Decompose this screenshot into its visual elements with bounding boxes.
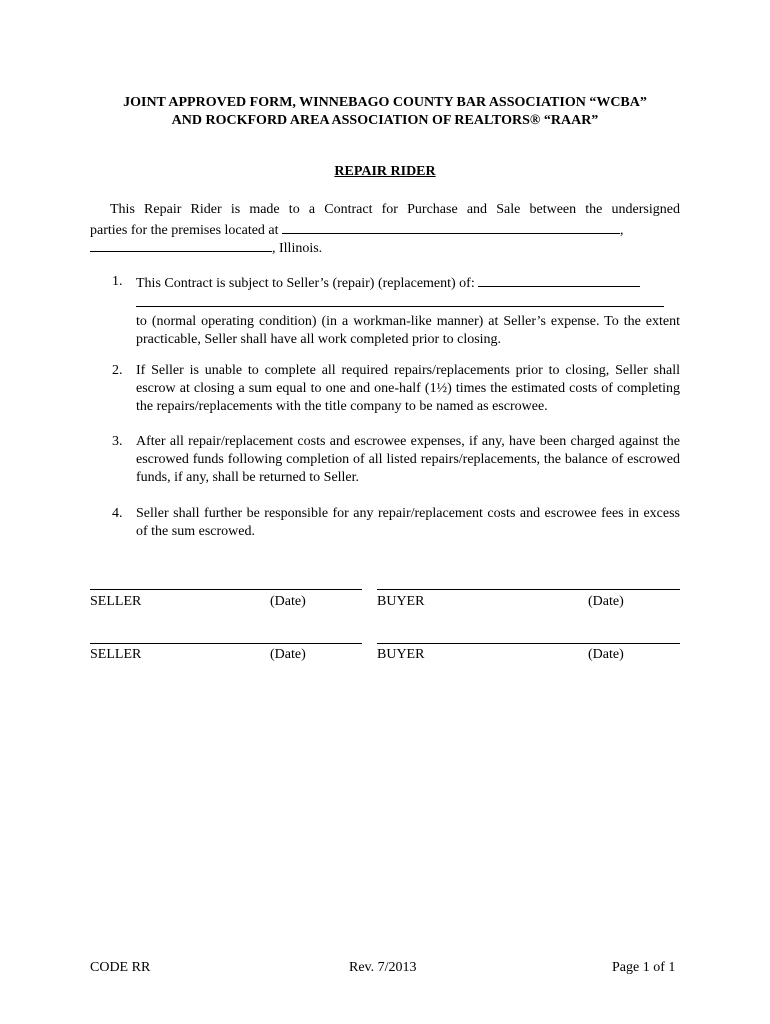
item-number: 2. <box>112 363 123 378</box>
buyer-signature-line-1[interactable] <box>377 589 680 590</box>
intro-line-2 <box>90 220 624 240</box>
premises-address-blank[interactable] <box>282 220 620 234</box>
buyer-date-label-1: (Date) <box>588 594 624 609</box>
illinois-label: , Illinois. <box>272 241 323 256</box>
item-text: If Seller is unable to complete all required repairs/replacements prior to closing, Seller shall escrow at closing a sum equal to one and one-half (1½) times the estimated costs of completing the repairs/replacements with the title company to be named as escrowee. <box>136 363 680 414</box>
item-1-text: This Contract is subject to Seller’s (repair) (replacement) of: <box>136 276 475 291</box>
premises-label: parties for the premises located at <box>90 223 279 238</box>
repair-description-blank-2[interactable] <box>136 293 664 307</box>
header-line-1: JOINT APPROVED FORM, WINNEBAGO COUNTY BAR ASSOCIATION “WCBA” <box>123 95 647 110</box>
page-number: Page 1 of 1 <box>612 960 676 975</box>
seller-signature-line-2[interactable] <box>90 643 362 644</box>
buyer-label-1: BUYER <box>377 594 425 609</box>
premises-comma: , <box>620 223 624 238</box>
repair-description-blank-1[interactable] <box>478 273 640 287</box>
document-title: REPAIR RIDER <box>334 164 436 179</box>
seller-date-label-1: (Date) <box>270 594 306 609</box>
seller-signature-line-1[interactable] <box>90 589 362 590</box>
revision-date: Rev. 7/2013 <box>349 960 417 975</box>
item-1-continuation: to (normal operating condition) (in a workman-like manner) at Seller’s expense. To the extent practicable, Seller shall have all work completed prior to closing. <box>136 314 680 347</box>
header-line-2: AND ROCKFORD AREA ASSOCIATION OF REALTORS® “RAAR” <box>171 113 599 128</box>
list-item <box>90 273 680 349</box>
buyer-date-label-2: (Date) <box>588 647 624 662</box>
list-item <box>90 362 680 416</box>
intro-line-1: This Repair Rider is made to a Contract for Purchase and Sale between the undersigned <box>110 202 680 217</box>
seller-date-label-2: (Date) <box>270 647 306 662</box>
list-item <box>90 505 680 541</box>
item-number: 1. <box>112 274 123 289</box>
form-code: CODE RR <box>90 960 151 975</box>
buyer-label-2: BUYER <box>377 647 425 662</box>
seller-label-2: SELLER <box>90 647 142 662</box>
item-1-line-2 <box>136 293 680 311</box>
premises-city-blank[interactable] <box>90 238 272 252</box>
form-header <box>0 94 770 130</box>
item-number: 3. <box>112 434 123 449</box>
buyer-signature-line-2[interactable] <box>377 643 680 644</box>
list-item <box>90 433 680 487</box>
seller-label-1: SELLER <box>90 594 142 609</box>
item-text: Seller shall further be responsible for any repair/replacement costs and escrowee fees in excess of the sum escrowed. <box>136 506 680 539</box>
item-text: After all repair/replacement costs and escrowee expenses, if any, have been charged against the escrowed funds following completion of all listed repairs/replacements, the balance of escrowed funds, if any, shall be returned to Seller. <box>136 434 680 485</box>
item-1-line-1 <box>136 273 680 293</box>
intro-line-3 <box>90 238 322 258</box>
item-number: 4. <box>112 506 123 521</box>
